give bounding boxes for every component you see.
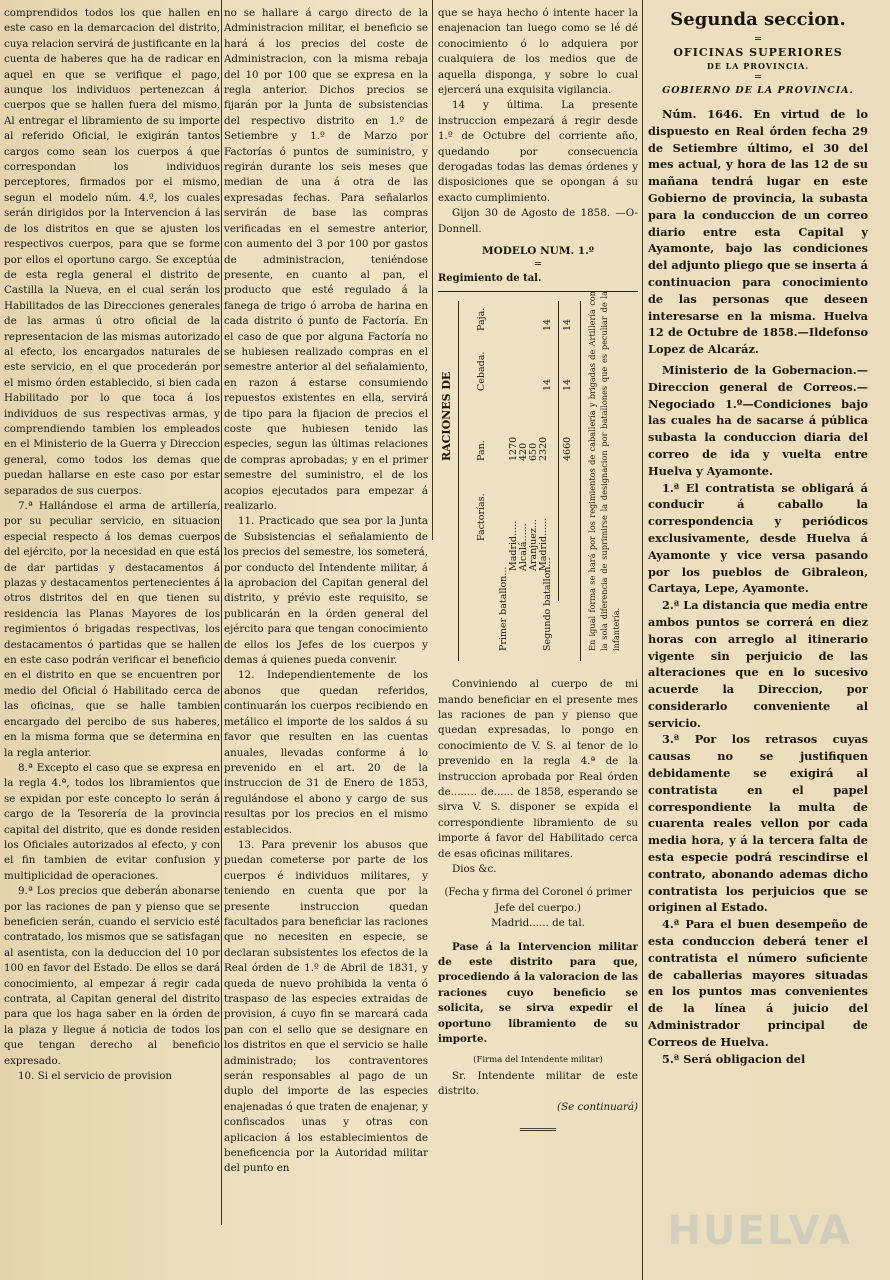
- section-title: Segunda seccion.: [670, 9, 846, 30]
- section-subtitle: OFICINAS SUPERIORES: [673, 46, 843, 59]
- paragraph: 12. Independientemente de los abonos que quedan referidos, continuarán los cuerpos recibiendo en metálico el importe de los saldos á su favor que resulten en las cuentas anuales, llevadas conforme á lo prevenido en el art. 20 de la instruccion de 31 de Enero de 1853, regulándose el abono y cargo de sus resultas por los precios en el mismo establecidos.: [224, 669, 428, 836]
- pan-value: 650: [528, 442, 539, 462]
- paja-header: Paja.: [476, 307, 487, 332]
- column-rule: [642, 0, 643, 1280]
- pan-value: 1270: [508, 436, 519, 462]
- place-label: Alcalá......: [518, 523, 529, 572]
- ornament-rule: ═: [534, 259, 542, 271]
- watermark: HUELVA: [667, 1208, 852, 1254]
- ornament-rule: ═: [754, 72, 762, 83]
- regiment-label: Regimiento de tal.: [438, 273, 542, 285]
- pan-total: 4660: [562, 436, 573, 462]
- cebada-total: 14: [562, 379, 573, 392]
- pan-value: 420: [518, 442, 529, 462]
- ornament-rule: ═: [754, 34, 762, 45]
- paragraph: Núm. 1646. En virtud de lo dispuesto en Real órden fecha 29 de Setiembre último, el 30 del mes actual, y hora de las 12 de su mañana tendrá lugar en este Gobierno de provincia, la subasta para la conduccion de un correo diario entre esta Capital y Ayamonte, bajo las condiciones del adjunto pliego que se inserta á continuacion para conocimiento de las personas que deseen interesarse en la misma. Huelva 12 de Octubre de 1858.—Ildefonso Lopez de Alcaráz.: [648, 107, 868, 357]
- paragraph: Pase á la Intervencion militar de este distrito para que, procediendo á la valoracion de las raciones cuyo beneficio se solicita, se sirva expedir el oportuno libramiento de su importe.: [438, 940, 638, 1046]
- paragraph: 7.ª Hallándose el arma de artillería, por su peculiar servicio, en situacion especial respecto á los demas cuerpos del ejército, por la necesidad en que está de dar partidas y destacamentos á plazas y destacamentos pertenecientes á otros distritos del en que tienen su residencia las Planas Mayores de los regimientos ó brigadas respectivas, los destacamentos ó partidas que se hallen en este caso podrán verificar el beneficio en el distrito en que se encuentren por medio del Oficial ó Habilitado cerca de las oficinas, que se halle tambien encargado del percibo de sus haberes, en la misma forma que se determina en la regla anterior.: [4, 500, 220, 759]
- table-rule: [580, 301, 581, 661]
- paragraph: no se hallare á cargo directo de la Administracion militar, el beneficio se hará á los precios del coste de Administracion, con la misma rebaja del 10 por 100 que se expresa en la regla anterior. Dichos precios se fijarán por la Junta de subsistencias del respectivo distrito en 1.º de Setiembre y 1.º de Marzo por Factorías ó puntos de suministro, y regirán durante los seis meses que median de una á otra de las expresadas fechas. Para señalarlos servirán de base las compras verificadas en el semestre anterior, con aumento del 3 por 100 por gastos de administracion, teniéndose presente, en cuanto al pan, el producto que esté regulado á la fanega de trigo ó arroba de harina en cada distrito ó punto de Factoría. En el caso de que por alguna Factoría no se hubiesen realizado compras en el semestre anterior al del señalamiento, en razon á estarse consumiendo repuestos existentes en ella, servirá de tipo para la fijacion de precios el coste que hubiesen tenido las especies, segun las últimas relaciones de compras aprobadas; y en el primer semestre del suministro, el de los acopios ejecutados para empezar á realizarlo.: [224, 7, 428, 512]
- section-subtitle: DE LA PROVINCIA.: [706, 61, 810, 71]
- column-rule: [432, 0, 433, 540]
- table-rule: [558, 301, 559, 601]
- paragraph: 13. Para prevenir los abusos que puedan cometerse por parte de los cuerpos é individuos militares, y teniendo en cuenta que por la presente instruccion quedan facultados para beneficiar las raciones que no necesiten en especie, se declaran subsistentes los efectos de la Real órden de 1.º de Abril de 1831, y queda de nuevo prohibida la venta ó traspaso de las especies extraidas de provision, á cuyo fin se marcará cada pan con el sello que se designare en los distritos en que el servicio se halle administrado; los contraventores serán responsables al pago de un duplo del importe de las especies enajenadas ó que traten de enajenar, y confiscados unas y otras con aplicacion á los establecimientos de beneficencia por la Autoridad militar del punto en: [224, 838, 428, 1175]
- table-rule: [458, 301, 459, 661]
- column-3: [438, 6, 638, 1280]
- paragraph: Conviniendo al cuerpo de mi mando beneficiar en el presente mes las raciones de pan y pienso que quedan expresadas, lo pongo en conocimiento de V. S. al tenor de lo prevenido en la regla 4.ª de la instruccion aprobada por Real órden de........ de...... de 1858, esperando se sirva V. S. disponer se expida el correspondiente libramiento de su importe á favor del Habilitado cerca de esas oficinas militares.: [438, 678, 638, 860]
- paragraph: 3.ª Por los retrasos cuyas causas no se justifiquen debidamente se exigirá al contratista en el papel correspondiente la multa de cuarenta reales vellon por cada media hora, y á la tercera falta de esta especie podrá rescindirse el contrato, abonando ademas dicho contratista los perjuicios que se originen al Estado.: [648, 732, 868, 915]
- batallon-label: Segundo batallon...: [542, 557, 553, 652]
- paragraph: 10. Si el servicio de provision: [18, 1070, 173, 1083]
- paragraph: 1.ª El contratista se obligará á conducir á caballo la correspondencia y periódicos exclusivamente, desde Huelva á Ayamonte y vice versa pasando por los pueblos de Gibraleon, Cartaya, Lepe, Ayamonte.: [648, 480, 868, 596]
- paragraph: 2.ª La distancia que media entre ambos puntos se correrá en diez horas con arreglo al itinerario vigente sin perjuicio de las alteraciones que en lo sucesivo acuerde la Direccion, por considerarlo conveniente al servicio.: [648, 598, 868, 730]
- factorias-header: Factorías.: [476, 493, 487, 542]
- paragraph: 11. Practicado que sea por la Junta de Subsistencias el señalamiento de los precios del semestre, los someterá, por conducto del Intendente militar, á la aprobacion del Capitan general del distrito, y prévio este requisito, se publicarán en la órden general del ejército para que tengan conocimiento de ellos los Jefes de los cuerpos y demas á quienes pueda convenir.: [224, 515, 428, 667]
- paragraph: que se haya hecho ó intente hacer la enajenacion tan luego como se lé dé conocimiento ó lo adquiera por cualquiera de los medios que de aquella disponga, y sobre lo cual ejercerá una exquisita vigilancia.: [438, 7, 638, 97]
- paragraph: Sr. Intendente militar de este distrito.: [438, 1069, 638, 1098]
- place-label: Aranjuez...: [528, 519, 539, 572]
- column-2: [224, 6, 428, 1280]
- signature: Gijon 30 de Agosto de 1858. —O-Donnell.: [438, 207, 638, 235]
- paragraph: 8.ª Excepto el caso que se expresa en la regla 4.ª, todos los libramientos que se expidan por este concepto lo serán á cargo de la Tesorería de la provincia capital del distrito, que es donde residen los Oficiales autorizados al efecto, y con el fin tambien de evitar confusion y multiplicidad de operaciones.: [4, 761, 220, 882]
- paragraph: 9.ª Los precios que deberán abonarse por las raciones de pan y pienso que se beneficien serán, cuando el servicio esté contratado, los mismos que se satisfagan al asentista, con la deduccion del 10 por 100 en favor del Estado. De ellos se dará conocimiento, al empezar á regir cada contrata, al Capitan general del distrito para que los haga saber en la órden de la plaza y llegue á noticia de todos los que tengan derecho al beneficio expresado.: [4, 885, 220, 1067]
- table-note: En igual forma se hará por los regimientos de caballería y brigadas de Artillería con la sola diferencia de suprimirse la designacion por batallones que es peculiar de la infantería.: [587, 291, 621, 652]
- cebada-header: Cebada.: [476, 351, 487, 392]
- paragraph: (Fecha y firma del Coronel ó primer Jefe del cuerpo.): [444, 886, 632, 914]
- column-rule: [221, 0, 222, 1225]
- paja-value: 14: [542, 319, 553, 332]
- cebada-value: 14: [542, 379, 553, 392]
- model-table: [438, 291, 638, 671]
- paragraph: 4.ª Para el buen desempeño de esta conduccion deberá tener el contratista el número suficiente de caballerias mayores situadas en los puntos mas convenientes de la línea á juicio del Administrador principal de Correos de Huelva.: [648, 917, 868, 1049]
- pan-value: 2320: [538, 436, 549, 462]
- batallon-label: Primer batallon...: [498, 566, 509, 652]
- place-label: Madrid......: [538, 517, 549, 572]
- place-label: Madrid.....: [508, 520, 519, 572]
- paragraph: Ministerio de la Gobernacion.—Direccion general de Correos.—Negociado 1.º—Condiciones bajo las cuales ha de sacarse á pública subasta la conduccion diaria del correo de ida y vuelta entre Huelva y Ayamonte.: [648, 362, 868, 478]
- ornament-rule: ══════: [519, 1125, 557, 1137]
- paja-total: 14: [562, 319, 573, 332]
- raciones-header: RACIONES DE: [440, 371, 453, 462]
- column-1: [4, 6, 220, 1280]
- column-4: [648, 6, 868, 1280]
- pan-header: Pan.: [476, 440, 487, 462]
- paragraph: (Se continuará): [557, 1100, 638, 1113]
- paragraph: 5.ª Será obligacion del: [662, 1051, 806, 1066]
- paragraph: 14 y última. La presente instruccion empezará á regir desde 1.º de Octubre del corriente año, quedando por consecuencia derogadas todas las demas órdenes y disposiciones que se opongan á su exacto cumplimiento.: [438, 99, 638, 204]
- paragraph: Dios &c.: [452, 862, 497, 875]
- table-note-box: [586, 291, 634, 661]
- paragraph: comprendidos todos los que hallen en este caso en la demarcacion del distrito, cuya relacion servirá de justificante en la cuenta de haberes que ha de radicar en aquel en que se verifique el pago, aunque los individuos pertenezcan á cuerpos que se hallen fuera del mismo. Al entregar el libramiento de su importe al referido Oficial, le exigirán tantos cargos como sean los cuerpos á que correspondan los individuos perceptores, firmados por el mismo, segun el modelo núm. 4.º, los cuales serán dirigidos por la Intervencion á las de los distritos en que se ajusten los respectivos cuerpos, para que se forme por ellos el oportuno cargo. Se exceptúa de esta regla general el distrito de Castilla la Nueva, en el cual serán los Habilitados de las Direcciones generales de las armas ú otro oficial de la representacion de las mismas autorizado al efecto, los encargados naturales de este servicio, en el que procederán por el mismo órden establecido, si bien cada Habilitado por lo que toca á los individuos de sus respectivas armas, y comprendiendo tambien los empleados en el Ministerio de la Guerra y Direccion general, como todos los demas que puedan hallarse en este caso por estar separados de sus cuerpos.: [4, 7, 220, 497]
- paragraph: Madrid...... de tal.: [491, 917, 585, 930]
- paragraph: (Firma del Intendente militar): [473, 1055, 603, 1066]
- model-title: MODELO NUM. 1.º: [482, 245, 594, 258]
- section-heading: GOBIERNO DE LA PROVINCIA.: [662, 85, 854, 96]
